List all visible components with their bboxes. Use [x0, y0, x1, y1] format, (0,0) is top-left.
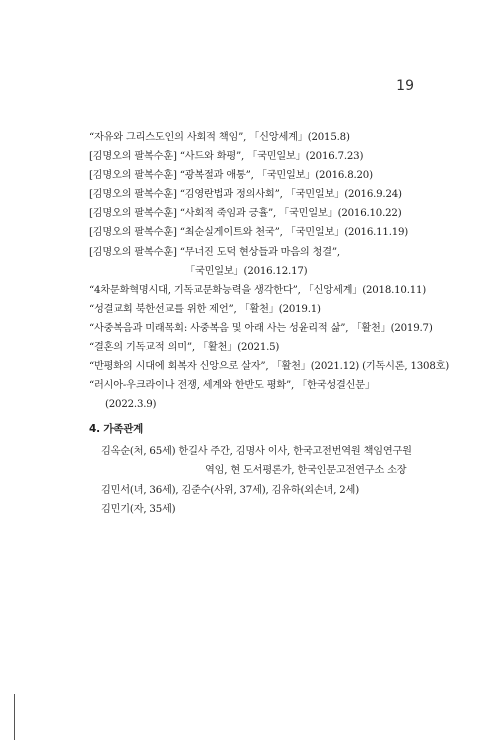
- list-item: [김명오의 팔복수훈] “최순실게이트와 천국”, 「국민일보」(2016.11.19): [89, 227, 409, 239]
- family-section: [89, 420, 459, 520]
- family-line: 김민서(녀, 36세), 김준수(사위, 37세), 김유하(외손녀, 2세): [101, 484, 359, 496]
- family-line: 김옥순(처, 65세) 한길사 주간, 김명사 이사, 한국고전번역원 책임연구원: [101, 445, 412, 457]
- family-line-continuation: 역임, 현 도서평론가, 한국인문고전연구소 소장: [205, 465, 407, 477]
- page-number: 19: [396, 78, 414, 94]
- list-item: “사중복음과 미래목회: 사중복음 및 아래 사는 성윤리적 삶”, 「활천」(2019.7): [89, 322, 433, 334]
- crop-mark: [14, 694, 15, 740]
- publication-list: [89, 128, 459, 414]
- list-item: “반평화의 시대에 회복자 신앙으로 살자”, 「활천」(2021.12) (기독시론, 1308호): [89, 361, 450, 373]
- list-item: [김명오의 팔복수훈] “사드와 화평”, 「국민일보」(2016.7.23): [89, 151, 364, 163]
- list-item: “러시아-우크라이나 전쟁, 세계와 한반도 평화”, 「한국성결신문」: [89, 380, 375, 392]
- list-item-continuation: 「국민일보」(2016.12.17): [185, 265, 308, 277]
- list-item: [김명오의 팔복수훈] “사회적 죽임과 긍휼”, 「국민일보」(2016.10.22): [89, 208, 402, 220]
- list-item: [김명오의 팔복수훈] “광복절과 애통”, 「국민일보」(2016.8.20): [89, 170, 373, 182]
- list-item: [김명오의 팔복수훈] “무너진 도덕 현상들과 마음의 청결”,: [89, 246, 340, 258]
- section-title: 4. 가족관계: [89, 423, 144, 435]
- list-item-continuation: (2022.3.9): [105, 399, 157, 411]
- list-item: “4차문화혁명시대, 기독교문화능력을 생각한다”, 「신앙세계」(2018.10.11): [89, 284, 427, 296]
- family-line: 김민기(자, 35세): [101, 504, 176, 516]
- list-item: [김명오의 팔복수훈] “김영란법과 정의사회”, 「국민일보」(2016.9.24): [89, 189, 402, 201]
- list-item: “결혼의 기독교적 의미”, 「활천」(2021.5): [89, 342, 280, 354]
- list-item: “성결교회 북한선교를 위한 제언”, 「활천」(2019.1): [89, 303, 321, 315]
- list-item: “자유와 그리스도인의 사회적 책임”, 「신앙세계」(2015.8): [89, 132, 350, 143]
